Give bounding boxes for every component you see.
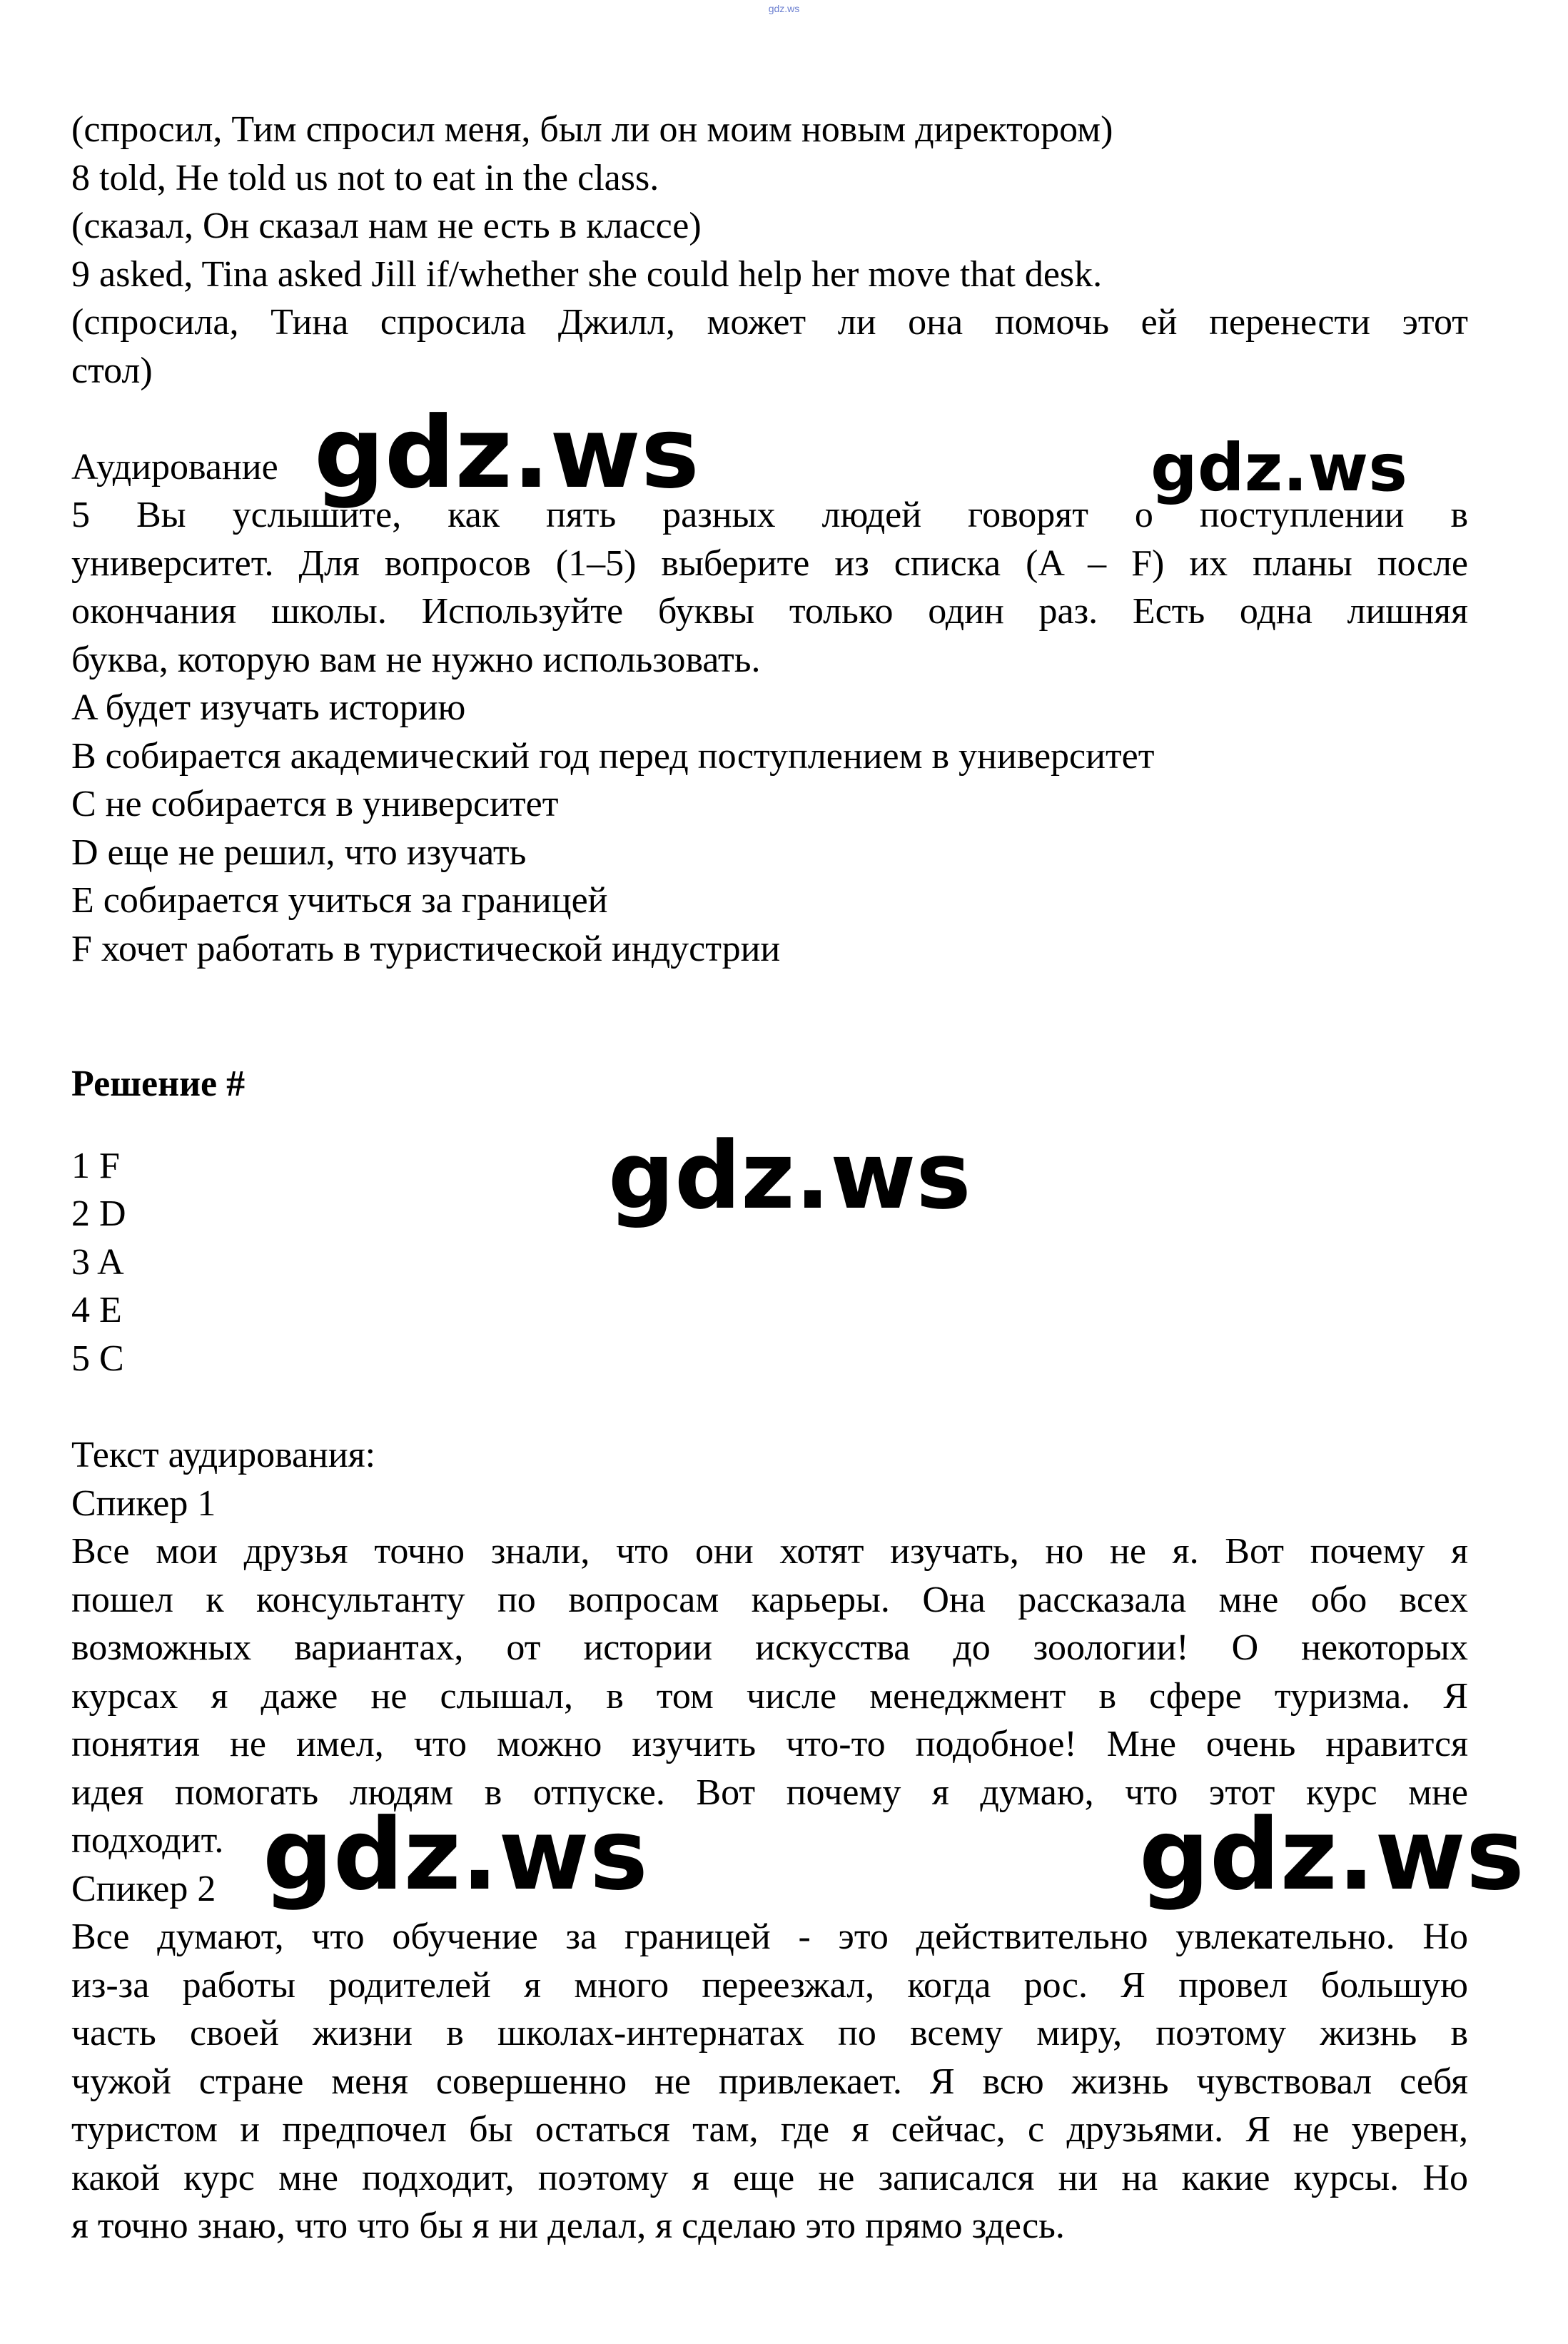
solution-answer-3: 3 A <box>71 1242 124 1283</box>
speaker-2-line: Все думают, что обучение за границей - это действительно увлекательно. Но <box>71 1916 1468 1957</box>
watermark: gdz.ws <box>1150 430 1407 506</box>
speaker-1-line: подходит. <box>71 1820 224 1861</box>
speaker-1-line: пошел к консультанту по вопросам карьеры. Она рассказала мне обо всех <box>71 1580 1468 1620</box>
watermark: gdz.ws <box>314 395 699 510</box>
speaker-1-line: возможных вариантах, от истории искусства до зоологии! О некоторых <box>71 1627 1468 1668</box>
speaker-1-line: идея помогать людям в отпуске. Вот почему я думаю, что этот курс мне <box>71 1772 1468 1813</box>
answer-line-9: 9 asked, Tina asked Jill if/whether she could help her move that desk. <box>71 254 1103 295</box>
speaker-2-line: чужой стране меня совершенно не привлекает. Я всю жизнь чувствовал себя <box>71 2061 1468 2102</box>
speaker-2-line: туристом и предпочел бы остаться там, где я сейчас, с друзьями. Я не уверен, <box>71 2109 1468 2150</box>
transcript-heading: Текст аудирования: <box>71 1435 376 1475</box>
speaker-2-label: Спикер 2 <box>71 1869 216 1909</box>
option-a: A будет изучать историю <box>71 687 466 728</box>
task-line-1: 5 Вы услышите, как пять разных людей говорят о поступлении в <box>71 495 1468 535</box>
answer-line-9-translation: (спросила, Тина спросила Джилл, может ли она помочь ей перенести этот <box>71 302 1468 343</box>
option-d: D еще не решил, что изучать <box>71 832 527 873</box>
speaker-1-line: курсах я даже не слышал, в том числе менеджмент в сфере туризма. Я <box>71 1676 1468 1717</box>
speaker-1-label: Спикер 1 <box>71 1483 216 1524</box>
speaker-2-line: какой курс мне подходит, поэтому я еще не записался ни на какие курсы. Но <box>71 2158 1468 2198</box>
answer-line-7-translation: (спросил, Тим спросил меня, был ли он моим новым директором) <box>71 109 1113 150</box>
answer-line-8-translation: (сказал, Он сказал нам не есть в классе) <box>71 206 702 246</box>
speaker-1-line: понятия не имел, что можно изучить что-то подобное! Мне очень нравится <box>71 1724 1468 1764</box>
watermark: gdz.ws <box>608 1121 971 1230</box>
option-b: B собирается академический год перед поступлением в университет <box>71 736 1155 777</box>
watermark: gdz.ws <box>1139 1797 1524 1912</box>
speaker-2-line: часть своей жизни в школах-интернатах по всему миру, поэтому жизнь в <box>71 2013 1468 2053</box>
option-c: C не собирается в университет <box>71 784 559 824</box>
answer-line-8: 8 told, He told us not to eat in the class. <box>71 158 659 198</box>
option-e: E собирается учиться за границей <box>71 880 608 921</box>
answer-line-9-translation-cont: стол) <box>71 350 153 391</box>
solution-answer-5: 5 C <box>71 1338 124 1379</box>
listening-heading: Аудирование <box>71 447 278 488</box>
speaker-1-line: Все мои друзья точно знали, что они хотят изучать, но не я. Вот почему я <box>71 1531 1468 1572</box>
header-watermark: gdz.ws <box>768 3 800 14</box>
speaker-2-line: из-за работы родителей я много переезжал, когда рос. Я провел большую <box>71 1965 1468 2006</box>
speaker-2-line: я точно знаю, что что бы я ни делал, я сделаю это прямо здесь. <box>71 2206 1065 2246</box>
watermark: gdz.ws <box>263 1797 648 1912</box>
solution-answer-4: 4 E <box>71 1290 122 1330</box>
option-f: F хочет работать в туристической индустрии <box>71 929 781 969</box>
task-line-2: университет. Для вопросов (1–5) выберите из списка (A – F) их планы после <box>71 543 1468 584</box>
task-line-3: окончания школы. Используйте буквы только один раз. Есть одна лишняя <box>71 591 1468 632</box>
solution-heading: Решение # <box>71 1064 246 1104</box>
solution-answer-2: 2 D <box>71 1193 126 1234</box>
solution-answer-1: 1 F <box>71 1146 120 1186</box>
task-line-4: буква, которую вам не нужно использовать. <box>71 640 761 680</box>
